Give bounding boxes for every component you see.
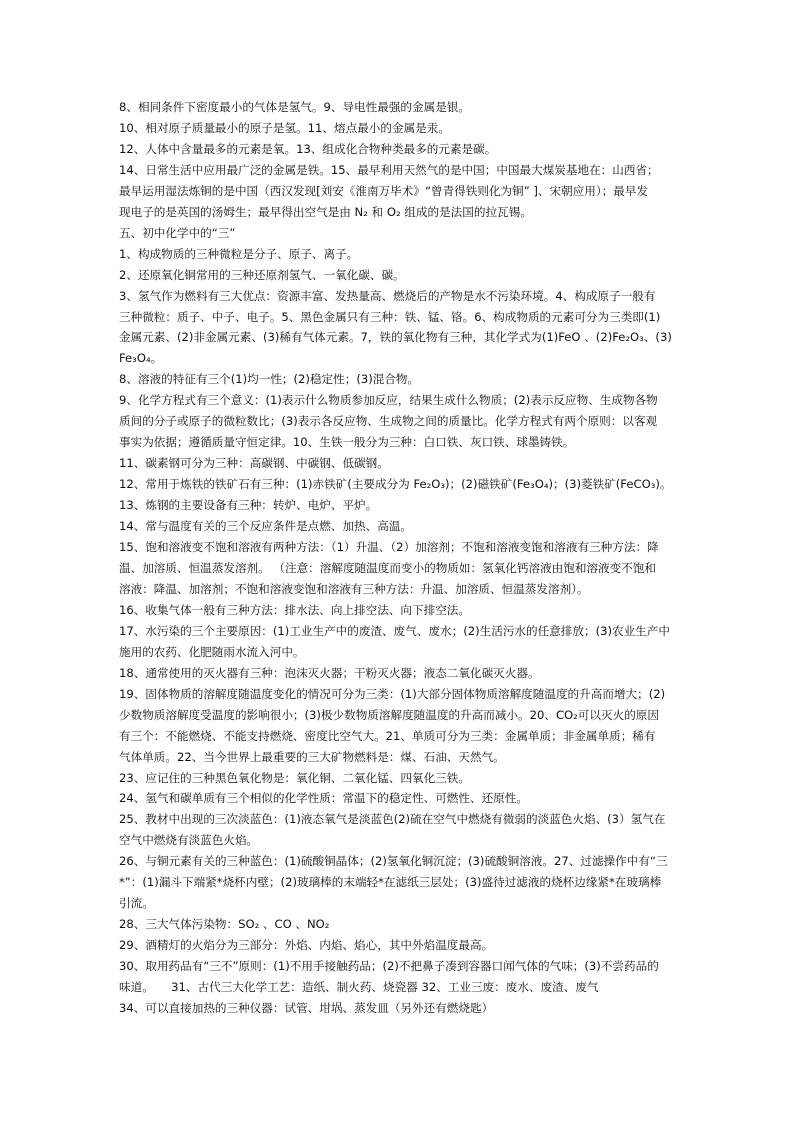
text-line: 12、常用于炼铁的铁矿石有三种：(1)赤铁矿(主要成分为 Fe₂O₃)；(2)磁铁矿(Fe₃O₄)；(3)菱铁矿(FeCO₃)。 — [119, 477, 672, 492]
text-line: 质间的分子或原子的微粒数比；(3)表示各反应物、生成物之间的质量比。化学方程式有两个原则：以客观 — [119, 414, 658, 429]
text-line: 少数物质溶解度受温度的影响很小；(3)极少数物质溶解度随温度的升高而减小。20、CO₂可以灭火的原因 — [119, 707, 659, 722]
text-line: 34、可以直接加热的三种仪器：试管、坩埚、蒸发皿（另外还有燃烧匙） — [119, 1000, 494, 1015]
text-line: 15、饱和溶液变不饱和溶液有两种方法：（1）升温、（2）加溶剂；不饱和溶液变饱和溶液有三种方法：降 — [119, 540, 659, 555]
text-line: 8、溶液的特征有三个(1)均一性；(2)稳定性；(3)混合物。 — [119, 372, 420, 387]
text-line: 13、炼钢的主要设备有三种：转炉、电炉、平炉。 — [119, 498, 378, 513]
text-line: *”：(1)漏斗下端紧*烧杯内壁；(2)玻璃棒的末端轻*在滤纸三层处；(3)盛待过滤液的烧杯边缘紧*在玻璃棒 — [119, 875, 662, 890]
text-line: 26、与铜元素有关的三种蓝色：(1)硫酸铜晶体；(2)氢氧化铜沉淀；(3)硫酸铜溶液。27、过滤操作中有“三 — [119, 854, 668, 869]
text-line: 11、碳素钢可分为三种：高碳钢、中碳钢、低碳钢。 — [119, 456, 389, 471]
text-line: 18、通常使用的灭火器有三种：泡沫灭火器；干粉灭火器；液态二氧化碳灭火器。 — [119, 665, 540, 680]
text-line: 2、还原氧化铜常用的三种还原剂氢气、一氧化碳、碳。 — [119, 267, 405, 282]
text-line: Fe₃O₄。 — [119, 351, 163, 366]
text-line: 施用的农药、化肥随雨水流入河中。 — [119, 644, 305, 659]
text-line: 3、氢气作为燃料有三大优点：资源丰富、发热量高、燃烧后的产物是水不污染环境。4、构成原子一般有 — [119, 288, 656, 303]
text-line: 16、收集气体一般有三种方法：排水法、向上排空法、向下排空法。 — [119, 602, 470, 617]
text-line: 19、固体物质的溶解度随温度变化的情况可分为三类：(1)大部分固体物质溶解度随温度的升高而增大；(2) — [119, 686, 666, 701]
section-heading: 五、初中化学中的“三” — [119, 225, 236, 240]
text-line: 14、常与温度有关的三个反应条件是点燃、加热、高温。 — [119, 519, 413, 534]
text-line: 三种微粒：质子、中子、电子。5、黑色金属只有三种：铁、锰、铬。6、构成物质的元素可分为三类即(1) — [119, 309, 661, 324]
text-line: 30、取用药品有“三不”原则：(1)不用手接触药品；(2)不把鼻子凑到容器口闻气体的气味；(3)不尝药品的 — [119, 959, 659, 974]
text-line: 味道。 31、古代三大化学工艺：造纸、制火药、烧瓷器 32、工业三废：废水、废渣、废气 — [119, 980, 599, 995]
text-line: 气体单质。22、当今世界上最重要的三大矿物燃料是：煤、石油、天然气。 — [119, 749, 505, 764]
text-line: 空气中燃烧有淡蓝色火焰。 — [119, 833, 259, 848]
text-line: 有三个：不能燃烧、不能支持燃烧、密度比空气大。21、单质可分为三类：金属单质；非金属单质；稀有 — [119, 728, 656, 743]
text-line: 24、氢气和碳单质有三个相似的化学性质：常温下的稳定性、可燃性、还原性。 — [119, 791, 528, 806]
text-line: 29、酒精灯的火焰分为三部分：外焰、内焰、焰心，其中外焰温度最高。 — [119, 938, 494, 953]
document-page — [119, 97, 681, 1019]
text-line: 9、化学方程式有三个意义：(1)表示什么物质参加反应，结果生成什么物质；(2)表示反应物、生成物各物 — [119, 393, 658, 408]
text-line: 17、水污染的三个主要原因：(1)工业生产中的废渣、废气、废水；(2)生活污水的任意排放；(3)农业生产中 — [119, 623, 670, 638]
text-line: 25、教材中出现的三次淡蓝色：(1)液态氧气是淡蓝色(2)硫在空气中燃烧有微弱的淡蓝色火焰、(3）氢气在 — [119, 812, 666, 827]
text-line: 溶液：降温、加溶剂；不饱和溶液变饱和溶液有三种方法：升温、加溶质、恒温蒸发溶剂）。 — [119, 581, 589, 596]
text-line: 1、构成物质的三种微粒是分子、原子、离子。 — [119, 246, 359, 261]
text-line: 金属元素、(2)非金属元素、(3)稀有气体元素。7，铁的氧化物有三种，其化学式为(1)FeO 、(2)Fe₂O₃、(3) — [119, 330, 672, 345]
text-line: 现电子的是英国的汤姆生；最早得出空气是由 N₂ 和 O₂ 组成的是法国的拉瓦锡。 — [119, 204, 532, 219]
text-line: 引流。 — [119, 896, 154, 911]
text-line: 12、人体中含量最多的元素是氧。13、组成化合物种类最多的元素是碳。 — [119, 141, 497, 156]
text-line: 23、应记住的三种黑色氧化物是：氧化铜、二氧化锰、四氧化三铁。 — [119, 770, 470, 785]
text-line: 10、相对原子质量最小的原子是氢。11、熔点最小的金属是汞。 — [119, 120, 450, 135]
text-line: 8、相同条件下密度最小的气体是氢气。9、导电性最强的金属是银。 — [119, 100, 470, 114]
text-line: 最早运用湿法炼铜的是中国（西汉发现[刘安《淮南万毕术》“曾青得铁则化为铜” ]、宋朝应用）；最早发 — [119, 183, 649, 198]
text-line: 28、三大气体污染物：SO₂ 、CO 、NO₂ — [119, 917, 330, 932]
text-line: 14、日常生活中应用最广泛的金属是铁。15、最早利用天然气的是中国；中国最大煤炭基地在：山西省； — [119, 162, 659, 177]
text-line: 温、加溶质、恒温蒸发溶剂。 （注意：溶解度随温度而变小的物质如：氢氧化钙溶液由饱和溶液变不饱和 — [119, 560, 657, 575]
text-line: 事实为依据；遵循质量守恒定律。10、生铁一般分为三种：白口铁、灰口铁、球墨铸铁。 — [119, 435, 575, 450]
